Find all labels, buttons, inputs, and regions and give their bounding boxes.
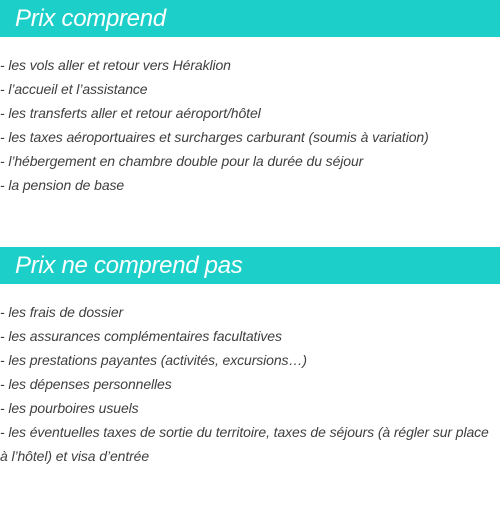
list-item: - la pension de base [0, 177, 125, 193]
list-item: - l’accueil et l’assistance [0, 81, 148, 97]
price-excludes-heading: Prix ne comprend pas [0, 247, 500, 284]
list-item: - l’hébergement en chambre double pour la durée du séjour [0, 153, 364, 169]
list-item: - les éventuelles taxes de sortie du territoire, taxes de séjours (à régler sur place à l’hôtel) et visa d’entrée [0, 424, 489, 464]
list-item: - les dépenses personnelles [0, 376, 172, 392]
list-item: - les transferts aller et retour aéroport/hôtel [0, 105, 261, 121]
list-item: - les assurances complémentaires facultatives [0, 328, 282, 344]
list-item: - les frais de dossier [0, 304, 124, 320]
price-includes-heading: Prix comprend [0, 0, 500, 37]
list-item: - les pourboires usuels [0, 400, 139, 416]
list-item: - les taxes aéroportuaires et surcharges carburant (soumis à variation) [0, 129, 429, 145]
list-item: - les vols aller et retour vers Héraklion [0, 57, 231, 73]
price-excludes-list [0, 300, 500, 468]
price-includes-list [0, 53, 500, 197]
list-item: - les prestations payantes (activités, excursions…) [0, 352, 307, 368]
